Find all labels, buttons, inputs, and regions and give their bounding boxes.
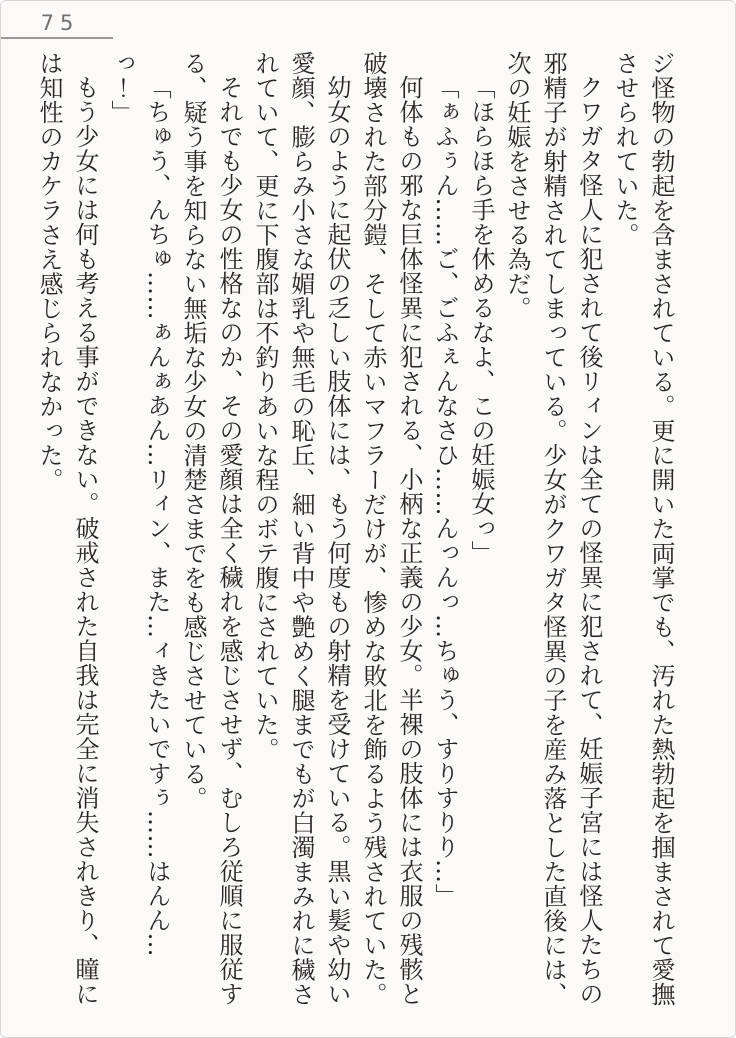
paragraph-narration: クワガタ怪人に犯されて後リィンは全ての怪異に犯されて、妊娠子宮には怪人たちの邪精子が射精されてしまっている。少女がクワガタ怪異の子を産み落とした直後には、次の妊娠をさせる為だ。 [503,51,603,1007]
folio [1,11,113,35]
paragraph-narration: 幼女のように起伏の乏しい肢体には、もう何度もの射精を受けている。黒い髪や幼い愛顔、膨らみ小さな媚乳や無毛の恥丘、細い背中や艶めく腿までもが白濁まみれに穢されていて、更に下腹部は不釣りあいな程のボテ腹にされていた。 [251,51,351,1007]
paragraph-narration: それでも少女の性格なのか、その愛顔は全く穢れを感じさせず、むしろ従順に服従する、疑う事を知らない無垢な少女の清楚さまでをも感じさせている。 [179,51,243,1006]
dialogue-line: 「ほらほら手を休めるなよ、この妊娠女っ」 [467,75,495,565]
paragraph-narration: もう少女には何も考える事ができない。破戒された自我は完全に消失されきり、瞳には知性のカケラさえ感じられなかった。 [35,51,99,1006]
dialogue-line: 「ぁふぅん……ご、ごふぇんなさひ……んっんっ…ちゅう、すりすりり…」 [431,75,459,908]
page-number: 75 [40,11,80,35]
dialogue-line: 「ちゅう、んちゅ……ぁんぁあん…リィン、また…ィきたいですぅ……はんん…っ！」 [107,51,171,957]
page-number-rule [1,37,113,39]
body-text [35,51,679,1013]
paragraph-continuation: ジ怪物の勃起を含まされている。更に開いた両掌でも、汚れた熱勃起を掴まされて愛撫させられていた。 [611,51,675,1007]
paragraph-narration: 何体もの邪な巨体怪異に犯される、小柄な正義の少女。半裸の肢体には衣服の残骸と破壊された部分鎧、そして赤いマフラーだけが、惨めな敗北を飾るよう残されていた。 [359,51,423,1007]
